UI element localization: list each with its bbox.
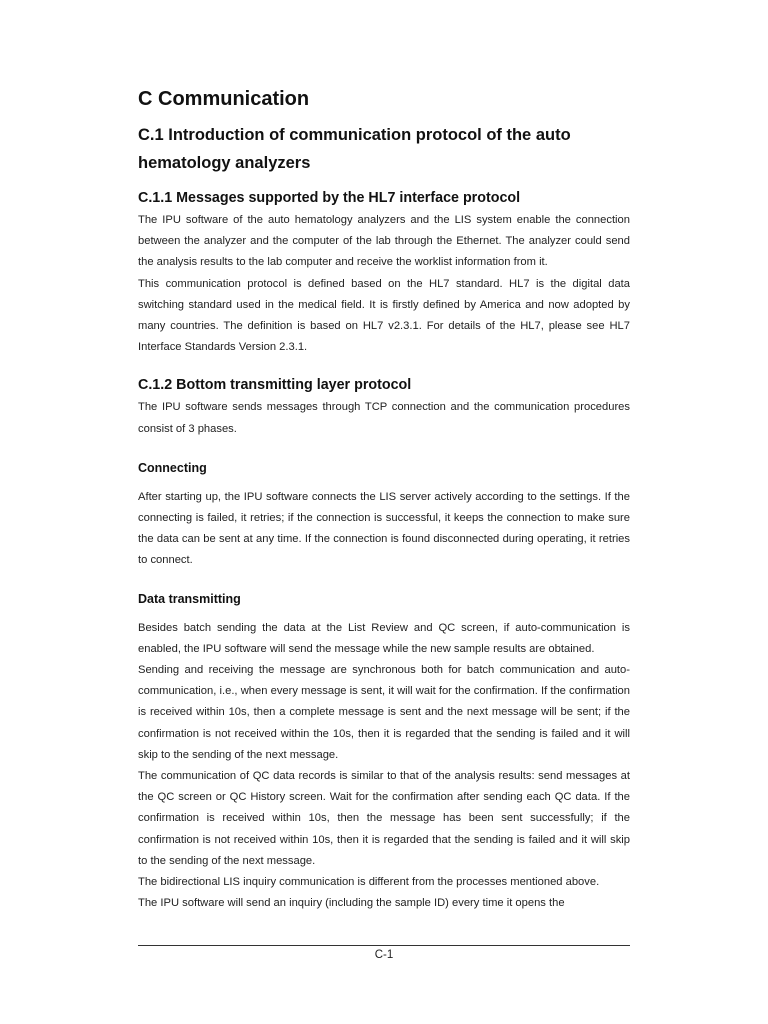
- section-title: C.1 Introduction of communication protocol of the auto hematology analyzers: [138, 126, 571, 172]
- paragraph: After starting up, the IPU software connects the LIS server actively according to the settings. If the connecting is failed, it retries; if the connection is successful, it keeps the connection to make sure the data can be sent at any time. If the connection is found disconnected during operating, it retries to connect.: [138, 490, 630, 567]
- paragraph: The IPU software of the auto hematology analyzers and the LIS system enable the connection between the analyzer and the computer of the lab through the Ethernet. The analyzer could send the analysis results to the lab computer and receive the worklist information from it.: [138, 214, 630, 269]
- paragraph: Sending and receiving the message are synchronous both for batch communication and auto-communication, i.e., when every message is sent, it will wait for the confirmation. If the confirmation is received within 10s, then a complete message is sent and the next message will be sent; if the confirmation is not received within the 10s, then it is regarded that the sending is failed and it will skip to the sending of the next message.: [138, 664, 630, 761]
- chapter-title: C Communication: [138, 88, 310, 110]
- paragraph: The IPU software sends messages through TCP connection and the communication procedures consist of 3 phases.: [138, 401, 630, 435]
- paragraph: This communication protocol is defined based on the HL7 standard. HL7 is the digital data switching standard used in the medical field. It is firstly defined by America and now adopted by many countries. The definition is based on HL7 v2.3.1. For details of the HL7, please see HL7 Interface Standards Version 2.3.1.: [138, 277, 630, 354]
- heading-data-transmitting: Data transmitting: [138, 591, 241, 606]
- paragraph: The IPU software will send an inquiry (including the sample ID) every time it opens the: [138, 897, 565, 910]
- page-number: C-1: [374, 949, 394, 961]
- footer-divider: [138, 945, 630, 946]
- paragraph: The communication of QC data records is similar to that of the analysis results: send messages at the QC screen or QC History screen. Wait for the confirmation after sending each QC data. If the confirmation is received within 10s, then the message has been sent successfully; if the confirmation is not received within 10s, then it is regarded that the sending is failed and it will skip to the sending of the next message.: [138, 770, 630, 867]
- heading-connecting: Connecting: [138, 460, 207, 475]
- paragraph: Besides batch sending the data at the List Review and QC screen, if auto-communication is enabled, the IPU software will send the message while the new sample results are obtained.: [138, 621, 630, 655]
- subsection-heading-c112: C.1.2 Bottom transmitting layer protocol: [138, 377, 412, 394]
- paragraph: The bidirectional LIS inquiry communication is different from the processes mentioned above.: [138, 876, 600, 889]
- subsection-heading-c111: C.1.1 Messages supported by the HL7 interface protocol: [138, 190, 521, 206]
- document-page: [138, 84, 630, 914]
